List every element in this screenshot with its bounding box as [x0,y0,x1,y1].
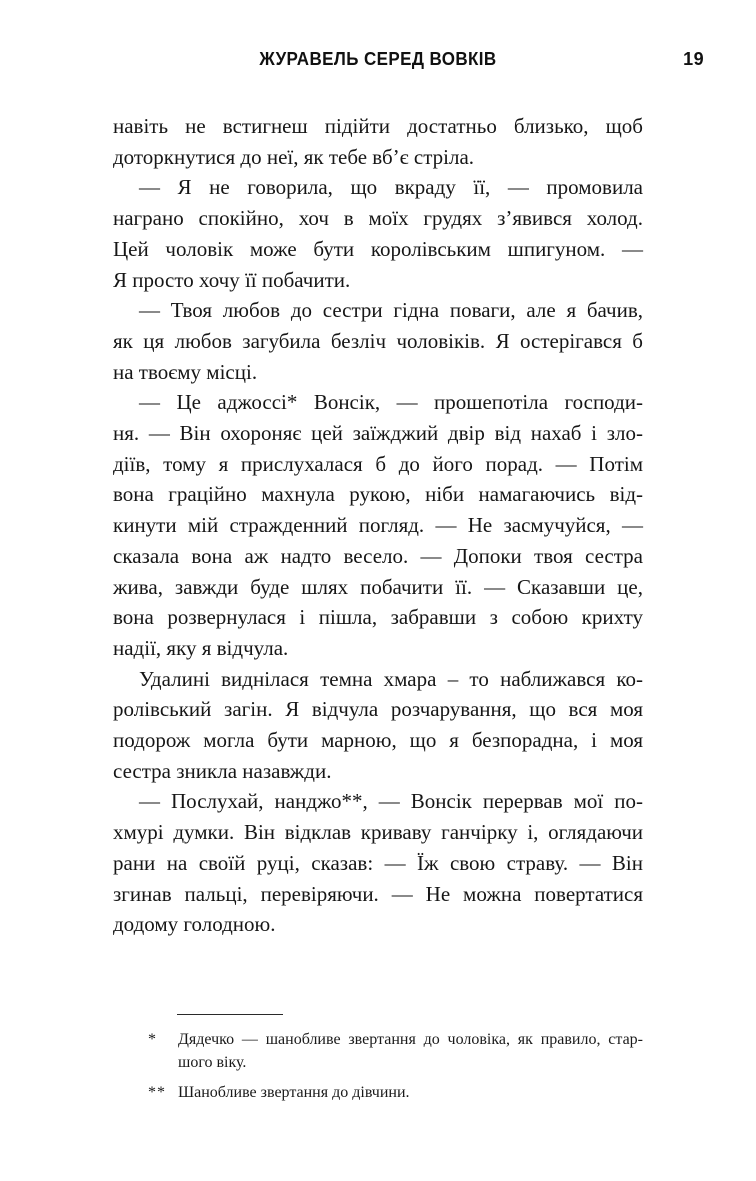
body-line: жива, завжди буде шлях побачити її. — Сказавши це, [113,574,643,599]
footnote-line: Дядечко — шанобливе звертання до чоловіка, як правило, стар- [178,1031,643,1048]
body-line: ролівський загін. Я відчула розчарування, що вся моя [113,697,643,722]
body-line: Цей чоловік може бути королівським шпигуном. — [113,236,643,261]
body-line: навіть не встигнеш підійти достатньо близько, щоб [113,114,643,138]
body-line: Удалині виднілася темна хмара – то наближався ко- [139,666,643,691]
paragraph [113,111,643,172]
running-header [0,49,756,71]
body-line: вона граційно махнула рукою, ніби намагаючись від- [113,482,643,507]
footnote-divider [177,1014,283,1015]
paragraph [113,786,643,940]
paragraph [113,387,643,663]
body-line: — Це аджоссі* Вонсік, — прошепотіла господи- [139,390,643,415]
footnotes-section [113,1014,643,1111]
body-line: як ця любов загубила безліч чоловіків. Я остерігався б [113,328,643,353]
body-line: хмурі думки. Він відклав криваву ганчірку і, оглядаючи [113,820,643,845]
footnote-marker: * [148,1031,157,1048]
paragraph [113,664,643,787]
body-line: сестра зникла назавжди. [113,758,332,783]
body-line: надії, яку я відчула. [113,635,289,660]
footnote-list [113,1028,643,1104]
body-line: ня. — Він охороняє цей заїжджий двір від нахаб і зло- [113,421,643,446]
paragraph [113,172,643,295]
footnote-item [113,1028,643,1074]
paragraph [113,295,643,387]
footnote-line: Шанобливе звертання до дівчини. [178,1084,410,1101]
page-number: 19 [683,49,704,69]
body-line: згинав пальці, перевіряючи. — Не можна повертатися [113,881,643,906]
body-line: доторкнутися до неї, як тебе вб’є стріла. [113,144,475,169]
body-line: сказала вона аж надто весело. — Допоки твоя сестра [113,543,643,568]
body-text-block [113,111,643,940]
body-line: вона розвернулася і пішла, забравши з собою крихту [113,605,643,630]
body-line: подорож могла бути марною, що я безпорадна, і моя [113,728,643,753]
body-line: награно спокійно, хоч в моїх грудях з’явився холод. [113,206,643,231]
body-line: додому голодною. [113,912,276,937]
body-line: рани на своїй руці, сказав: — Їж свою страву. — Він [113,850,643,875]
body-line: — Послухай, нанджо**, — Вонсік перервав мої по- [139,789,643,814]
footnote-line: шого віку. [178,1054,247,1071]
body-line: діїв, тому я прислухалася б до його порад. — Потім [113,451,643,476]
body-line: Я просто хочу її побачити. [113,267,351,292]
body-line: на твоєму місці. [113,359,258,384]
footnote-marker: ** [148,1084,166,1101]
body-line: — Твоя любов до сестри гідна поваги, але я бачив, [139,298,643,323]
footnote-item [113,1081,643,1104]
body-line: — Я не говорила, що вкраду її, — промовила [139,175,643,200]
body-line: кинути мій стражденний погляд. — Не засмучуйся, — [113,513,643,538]
running-header-title: ЖУРАВЕЛЬ СЕРЕД ВОВКІВ [259,49,497,70]
